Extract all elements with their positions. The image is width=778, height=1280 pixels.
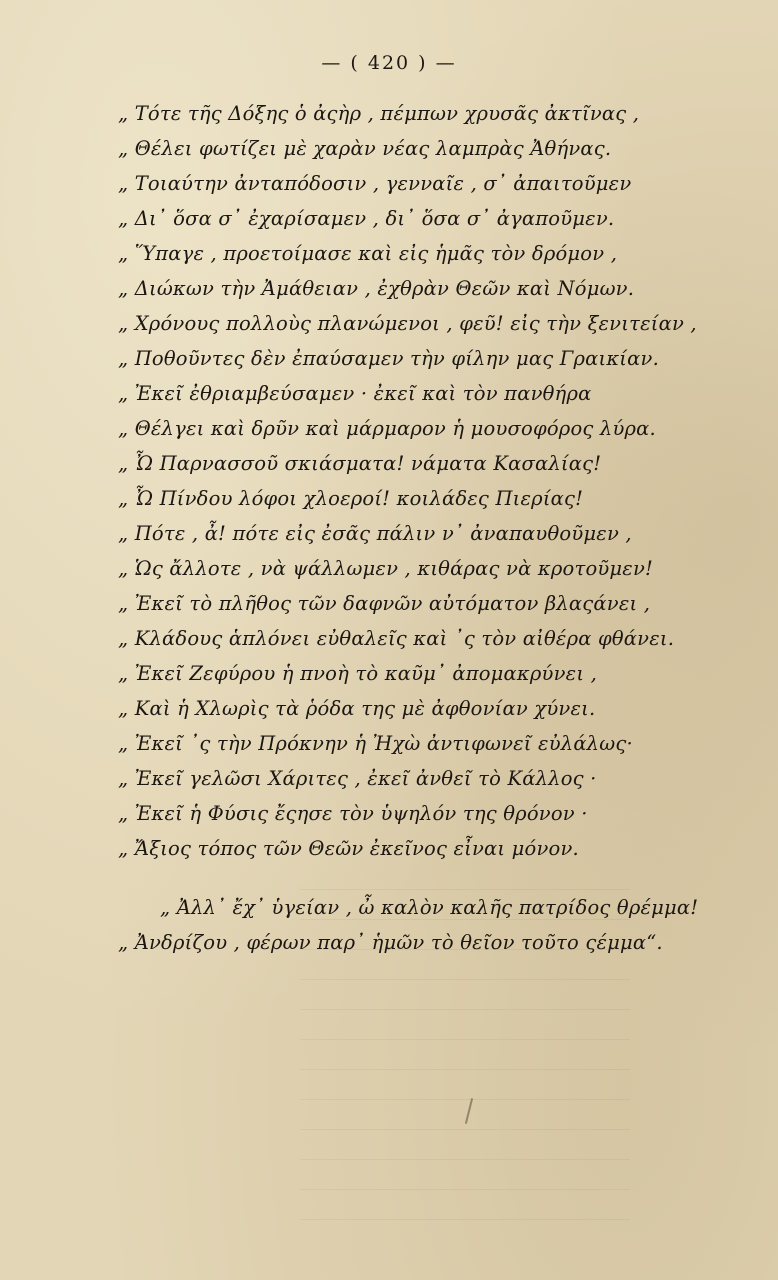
verse-line: „ Διώκων τὴν Ἀμάθειαν , ἐχθρὰν Θεῶν καὶ Νόμων. — [118, 277, 635, 300]
closing-couplet — [0, 890, 778, 960]
verse-line: „ Ἄξιος τόπος τῶν Θεῶν ἐκεῖνος εἶναι μόνον. — [118, 837, 579, 860]
verse-line: „ Πότε , ἆ! πότε εἰς ἐσᾶς πάλιν ν᾽ ἀναπαυθοῦμεν , — [118, 522, 632, 545]
verse-line: „ Ἐκεῖ Ζεφύρου ἡ πνοὴ τὸ καῦμ᾽ ἀπομακρύνει , — [118, 662, 597, 685]
verse-line: „ Δι᾽ ὅσα σ᾽ ἐχαρίσαμεν , δι᾽ ὅσα σ᾽ ἀγαποῦμεν. — [118, 207, 615, 230]
closing-line: „ Ἀνδρίζου , φέρων παρ᾽ ἡμῶν τὸ θεῖον τοῦτο ςέμμα“. — [118, 931, 663, 954]
verse-line: „ Τότε τῆς Δόξης ὁ ἀςὴρ , πέμπων χρυσᾶς ἀκτῖνας , — [118, 102, 640, 125]
verse-line: „ Ὦ Παρνασσοῦ σκιάσματα! νάματα Κασαλίας! — [118, 452, 602, 475]
poem-stanza — [0, 96, 778, 866]
verse-line: „ Θέλγει καὶ δρῦν καὶ μάρμαρον ἡ μουσοφόρος λύρα. — [118, 417, 656, 440]
closing-line: „ Ἀλλ᾽ ἔχ᾽ ὑγείαν , ὦ καλὸν καλῆς πατρίδος θρέμμα! — [160, 896, 699, 919]
verse-line: „ Χρόνους πολλοὺς πλανώμενοι , φεῦ! εἰς τὴν ξενιτείαν , — [118, 312, 697, 335]
verse-line: „ Ἐκεῖ ἐθριαμβεύσαμεν · ἐκεῖ καὶ τὸν πανθήρα — [118, 382, 592, 405]
verse-line: „ Ποθοῦντες δὲν ἐπαύσαμεν τὴν φίλην μας Γραικίαν. — [118, 347, 659, 370]
verse-line: „ Ἐκεῖ τὸ πλῆθος τῶν δαφνῶν αὐτόματον βλαςάνει , — [118, 592, 651, 615]
verse-line: „ Ἐκεῖ ᾽ς τὴν Πρόκνην ἡ Ἠχὼ ἀντιφωνεῖ εὐλάλως· — [118, 732, 633, 755]
verse-line: „ Ἐκεῖ ἡ Φύσις ἔςησε τὸν ὑψηλόν της θρόνον · — [118, 802, 588, 825]
page-number: — ( 420 ) — — [321, 52, 457, 74]
verse-line: „ Ἐκεῖ γελῶσι Χάριτες , ἐκεῖ ἀνθεῖ τὸ Κάλλος · — [118, 767, 597, 790]
verse-line: „ Ὦ Πίνδου λόφοι χλοεροί! κοιλάδες Πιερίας! — [118, 487, 584, 510]
verse-line: „ Ὡς ἄλλοτε , νὰ ψάλλωμεν , κιθάρας νὰ κροτοῦμεν! — [118, 557, 654, 580]
verse-line: „ Ὕπαγε , προετοίμασε καὶ εἰς ἡμᾶς τὸν δρόμον , — [118, 242, 618, 265]
verse-line: „ Τοιαύτην ἀνταπόδοσιν , γενναῖε , σ᾽ ἀπαιτοῦμεν — [118, 172, 632, 195]
verse-line: „ Θέλει φωτίζει μὲ χαρὰν νέας λαμπρὰς Ἀθήνας. — [118, 137, 612, 160]
verse-line: „ Καὶ ἡ Χλωρὶς τὰ ῥόδα της μὲ ἀφθονίαν χύνει. — [118, 697, 596, 720]
verse-line: „ Κλάδους ἁπλόνει εὐθαλεῖς καὶ ᾽ς τὸν αἰθέρα φθάνει. — [118, 627, 675, 650]
